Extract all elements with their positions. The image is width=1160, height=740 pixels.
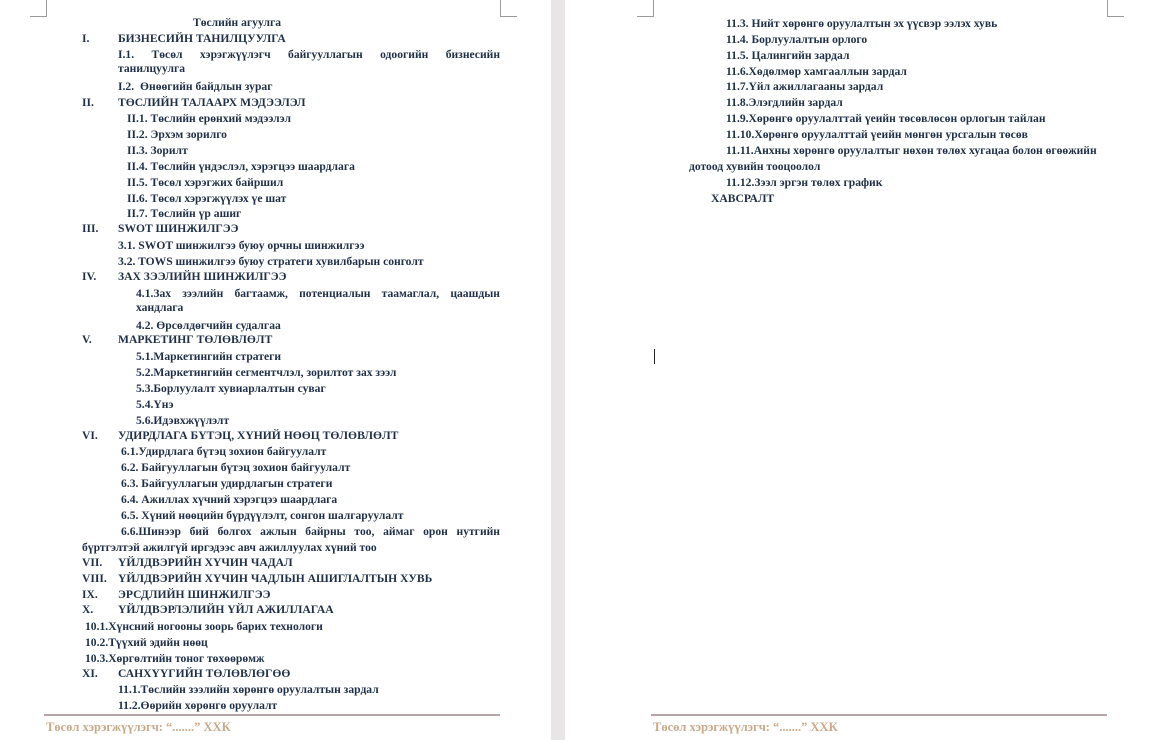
toc-entry-4-1[interactable] xyxy=(136,287,500,315)
toc-entry-11-9[interactable]: 11.9.Хөрөнгө оруулалттай үеийн төсөвлөсөн орлогын тайлан xyxy=(726,112,1046,125)
toc-entry-6-6[interactable] xyxy=(82,525,500,555)
toc-section-7[interactable] xyxy=(82,556,293,570)
toc-entry-6-1[interactable]: 6.1.Удирдлага бүтэц зохион байгуулалт xyxy=(121,445,327,458)
toc-entry-11-4[interactable]: 11.4. Борлуулалтын орлого xyxy=(726,33,868,46)
toc-section-4[interactable] xyxy=(82,270,287,284)
toc-entry-5-4[interactable]: 5.4.Үнэ xyxy=(136,398,174,411)
toc-num: II. xyxy=(82,96,94,109)
footer-divider xyxy=(44,714,500,716)
toc-entry-11-8[interactable]: 11.8.Элэгдлийн зардал xyxy=(726,96,843,109)
toc-entry-11-11[interactable] xyxy=(689,144,1097,174)
footer-divider xyxy=(651,714,1107,716)
toc-text: Төсөл хэрэгжүүлэгч байгууллагын одоогийн бизнесийн xyxy=(151,48,500,61)
toc-text: УДИРДЛАГА БҮТЭЦ, ХҮНИЙ НӨӨЦ ТӨЛӨВЛӨЛТ xyxy=(118,429,399,442)
toc-text: ЗАХ ЗЭЭЛИЙН ШИНЖИЛГЭЭ xyxy=(118,270,287,283)
toc-entry-5-3[interactable]: 5.3.Борлуулалт хувиарлалтын суваг xyxy=(136,382,326,395)
document-page-left[interactable] xyxy=(0,0,551,740)
toc-entry-5-1[interactable]: 5.1.Маркетингийн стратеги xyxy=(136,350,282,363)
toc-entry-10-1[interactable]: 10.1.Хүнсний ногооны зоорь барих технологи xyxy=(85,620,323,633)
toc-entry-2-4[interactable]: II.4. Төслийн үндэслэл, хэрэгцээ шаардлага xyxy=(127,160,355,173)
toc-entry-2-5[interactable]: II.5. Төсөл хэрэгжих байршил xyxy=(127,176,284,189)
toc-section-2[interactable] xyxy=(82,96,306,110)
toc-entry-1-2[interactable] xyxy=(118,80,273,94)
toc-num: I.2. xyxy=(118,80,135,93)
toc-text-cont: дотоод хувийн тооцоолол xyxy=(689,160,821,173)
toc-section-11[interactable] xyxy=(82,667,291,681)
toc-entry-11-5[interactable]: 11.5. Цалингийн зардал xyxy=(726,49,850,62)
toc-text: ТӨСЛИЙН ТАЛААРХ МЭДЭЭЛЭЛ xyxy=(118,96,306,109)
toc-entry-6-3[interactable]: 6.3. Байгууллагын удирдлагын стратеги xyxy=(121,477,333,490)
toc-text: ҮЙЛДВЭРИЙН ХҮЧИН ЧАДАЛ xyxy=(118,556,293,569)
toc-num: VI. xyxy=(82,429,98,442)
toc-entry-3-2[interactable]: 3.2. TOWS шинжилгээ буюу стратеги хувилбарын сонголт xyxy=(118,255,424,268)
toc-text: 6.6.Шинээр бий болгох ажлын байрны тоо, аймаг орон нутгийн xyxy=(121,525,500,538)
toc-num: I. xyxy=(82,32,90,45)
toc-title: Төслийн агуулга xyxy=(193,16,282,29)
toc-entry-10-3[interactable]: 10.3.Хөргөлтийн тоног төхөөрөмж xyxy=(85,652,265,665)
toc-entry-5-2[interactable]: 5.2.Маркетингийн сегментчлэл, зорилтот зах зээл xyxy=(136,366,397,379)
toc-section-9[interactable] xyxy=(82,588,271,602)
toc-section-6[interactable] xyxy=(82,429,399,443)
document-page-right[interactable] xyxy=(565,0,1160,740)
table-of-contents-right xyxy=(565,0,1160,740)
toc-num: VIII. xyxy=(82,572,107,585)
toc-entry-2-2[interactable]: II.2. Эрхэм зорилго xyxy=(127,128,227,141)
toc-text: Өнөөгийн байдлын зураг xyxy=(140,80,273,93)
toc-text: МАРКЕТИНГ ТӨЛӨВЛӨЛТ xyxy=(118,333,273,346)
text-cursor xyxy=(654,349,655,364)
toc-entry-11-7[interactable]: 11.7.Үйл ажиллагааны зардал xyxy=(726,80,884,93)
toc-entry-4-2[interactable]: 4.2. Өрсөлдөгчийн судалгаа xyxy=(136,319,281,332)
toc-entry-2-6[interactable]: II.6. Төсөл хэрэгжүүлэх үе шат xyxy=(127,192,287,205)
toc-text: ЭРСДЛИЙН ШИНЖИЛГЭЭ xyxy=(118,588,271,601)
toc-entry-3-1[interactable]: 3.1. SWOT шинжилгээ буюу орчны шинжилгээ xyxy=(118,239,365,252)
toc-text: SWOT ШИНЖИЛГЭЭ xyxy=(118,222,239,235)
toc-text-cont: хандлага xyxy=(136,301,184,314)
toc-text: БИЗНЕСИЙН ТАНИЛЦУУЛГА xyxy=(118,32,286,45)
footer-text: Төсөл хэрэгжүүлэгч: “.......” ХХК xyxy=(46,720,231,734)
toc-text-cont: танилцуулга xyxy=(118,62,186,75)
toc-section-1[interactable] xyxy=(82,32,286,46)
toc-entry-11-10[interactable]: 11.10.Хөрөнгө оруулалттай үеийн мөнгөн урсгалын төсөв xyxy=(726,128,1028,141)
toc-appendix[interactable]: ХАВСРАЛТ xyxy=(711,192,775,205)
toc-entry-2-7[interactable]: II.7. Төслийн үр ашиг xyxy=(127,207,242,220)
toc-entry-11-1[interactable]: 11.1.Төслийн зээлийн хөрөнгө оруулалтын зардал xyxy=(118,683,379,696)
toc-entry-5-6[interactable]: 5.6.Идэвхжүүлэлт xyxy=(136,414,230,427)
toc-entry-11-12[interactable]: 11.12.Зээл эргэн төлөх график xyxy=(726,176,883,189)
toc-num: III. xyxy=(82,222,99,235)
footer-text: Төсөл хэрэгжүүлэгч: “.......” ХХК xyxy=(653,720,838,734)
toc-text: ҮЙЛДВЭРЛЭЛИЙН ҮЙЛ АЖИЛЛАГАА xyxy=(118,603,334,616)
toc-section-3[interactable] xyxy=(82,222,239,236)
toc-entry-2-3[interactable]: II.3. Зорилт xyxy=(127,144,188,157)
toc-num: X. xyxy=(82,603,94,616)
toc-entry-11-3[interactable]: 11.3. Нийт хөрөнгө оруулалтын эх үүсвэр ээлэх хувь xyxy=(726,17,998,30)
toc-entry-11-6[interactable]: 11.6.Хөдөлмөр хамгааллын зардал xyxy=(726,65,907,78)
toc-num: IX. xyxy=(82,588,98,601)
toc-entry-6-5[interactable]: 6.5. Хүний нөөцийн бүрдүүлэлт, сонгон шалгаруулалт xyxy=(121,509,404,522)
toc-text: ҮЙЛДВЭРИЙН ХҮЧИН ЧАДЛЫН АШИГЛАЛТЫН ХУВЬ xyxy=(118,572,433,585)
toc-text: 4.1.Зах зээлийн багтаамж, потенциалын таамаглал, цаашдын xyxy=(136,287,500,300)
toc-num: V. xyxy=(82,333,92,346)
toc-section-10[interactable] xyxy=(82,603,334,617)
toc-num: VII. xyxy=(82,556,103,569)
toc-entry-1-1[interactable] xyxy=(118,48,500,76)
toc-num: I.1. xyxy=(118,48,135,61)
toc-section-5[interactable] xyxy=(82,333,273,347)
toc-text: САНХҮҮГИЙН ТӨЛӨВЛӨГӨӨ xyxy=(118,667,291,680)
toc-num: XI. xyxy=(82,667,98,680)
toc-entry-10-2[interactable]: 10.2.Түүхий эдийн нөөц xyxy=(85,636,208,649)
table-of-contents-left xyxy=(0,0,551,740)
toc-text-cont: бүртгэлтэй ажилгүй иргэдээс авч ажиллуулах хүний тоо xyxy=(82,541,377,554)
toc-entry-2-1[interactable]: II.1. Төслийн ерөнхий мэдээлэл xyxy=(127,112,291,125)
toc-entry-6-2[interactable]: 6.2. Байгууллагын бүтэц зохион байгуулалт xyxy=(121,461,351,474)
toc-text: 11.11.Анхны хөрөнгө оруулалтыг нөхөн төлөх хугацаа болон өгөөжийн xyxy=(726,144,1097,157)
toc-entry-11-2[interactable]: 11.2.Өөрийн хөрөнгө оруулалт xyxy=(118,699,278,712)
toc-num: IV. xyxy=(82,270,97,283)
toc-entry-6-4[interactable]: 6.4. Ажиллах хүчний хэрэгцээ шаардлага xyxy=(121,493,338,506)
toc-section-8[interactable] xyxy=(82,572,433,586)
